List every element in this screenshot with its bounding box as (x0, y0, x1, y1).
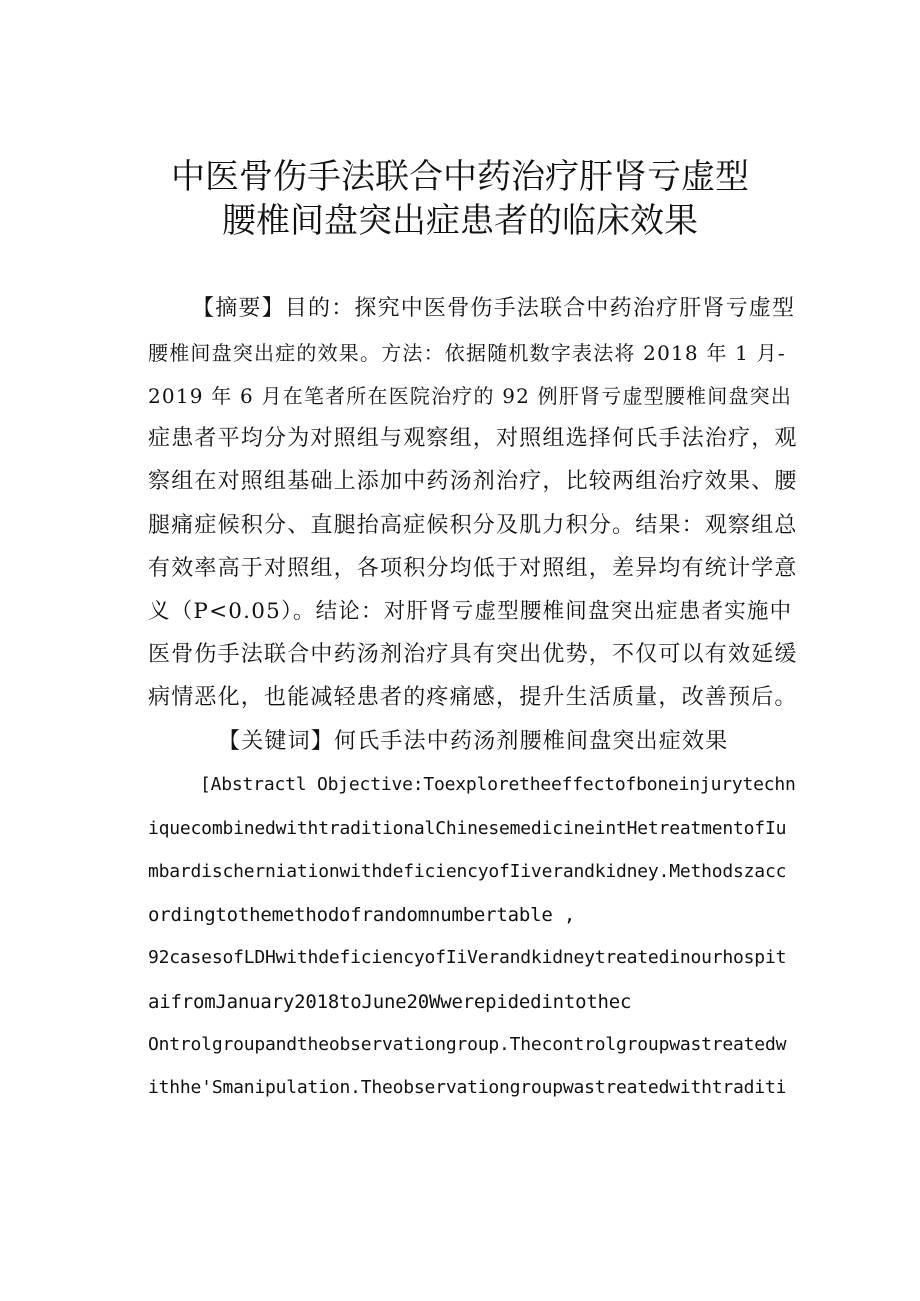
title-line-1: 中医骨伤手法联合中药治疗肝肾亏虚型 (171, 157, 749, 197)
abstract-cn-line: 病情恶化，也能减轻患者的疼痛感，提升生活质量，改善预后。 (148, 685, 798, 710)
abstract-en-line: aifromJanuary2018toJune20Wwerepidedintothec (148, 991, 632, 1013)
abstract-en-line: [Abstractl Objective:Toexploretheeffectofboneinjurytechn (200, 774, 796, 795)
abstract-en-line: mbardischerniationwithdeficiencyofIiverandkidney.Methodszacc (148, 861, 787, 882)
abstract-en-line: Ontrolgroupandtheobservationgroup.Thecontrolgroupwastreatedw (148, 1034, 787, 1055)
abstract-cn-line: 有效率高于对照组，各项积分均低于对照组，差异均有统计学意 (148, 556, 798, 581)
abstract-cn-line: 医骨伤手法联合中药汤剂治疗具有突出优势，不仅可以有效延缓 (148, 642, 798, 667)
abstract-cn-line: 2019 年 6 月在笔者所在医院治疗的 92 例肝肾亏虚型腰椎间盘突出 (148, 384, 793, 408)
title-line-2: 腰椎间盘突出症患者的临床效果 (222, 201, 698, 241)
abstract-cn-line: 【摘要】目的：探究中医骨伤手法联合中药治疗肝肾亏虚型 (192, 296, 796, 321)
abstract-en-line: ordingtothemethodofrandomnumbertable , (148, 904, 576, 926)
abstract-cn-line: 症患者平均分为对照组与观察组，对照组选择何氏手法治疗，观 (148, 426, 798, 451)
abstract-cn-line: 察组在对照组基础上添加中药汤剂治疗，比较两组治疗效果、腰 (148, 469, 798, 494)
abstract-cn-line: 腰椎间盘突出症的效果。方法：依据随机数字表法将 2018 年 1 月- (148, 341, 786, 365)
abstract-cn-line: 义（P<0.05）。结论：对肝肾亏虚型腰椎间盘突出症患者实施中 (148, 599, 793, 624)
keywords: 【关键词】何氏手法中药汤剂腰椎间盘突出症效果 (218, 729, 729, 754)
abstract-en-line: ithhe'Smanipulation.Theobservationgroupwastreatedwithtraditi (148, 1077, 787, 1098)
abstract-en-line: 92casesofLDHwithdeficiencyofIiVerandkidneytreatedinourhospit (148, 947, 787, 968)
abstract-en-line: iquecombinedwithtraditionalChinesemedicineintHetreatmentofIu (148, 818, 787, 839)
abstract-cn-line: 腿痛症候积分、直腿抬高症候积分及肌力积分。结果：观察组总 (148, 513, 798, 538)
